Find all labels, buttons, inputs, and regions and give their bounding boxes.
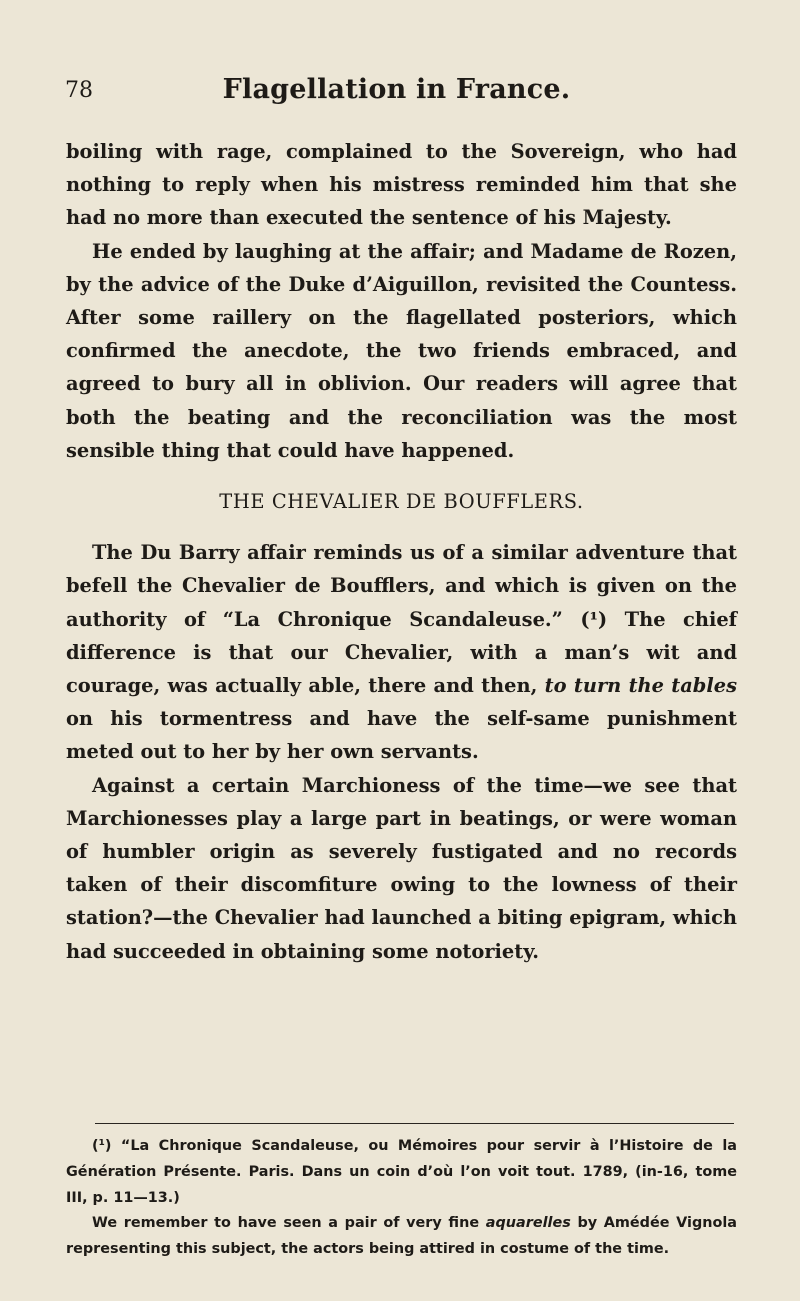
footnote-rule [95,1123,734,1124]
footnote-text: by Amédée Vignola representing this subject, the actors being attired in costume of the time. [66,1215,738,1258]
paragraph: Against a certain Marchioness of the time—we see that Marchionesses play a large part in beatings, or were woman of humbler origin as severely fustigated and no records taken of their discomfiture owing to the lowness of their station?—the Chevalier had launched a biting epigram, which had succeeded in obtaining some notoriety. [66,773,737,963]
paragraph: boiling with rage, complained to the Sovereign, who had nothing to reply when his mistress reminded him that she had no more than executed the sentence of his Majesty. [66,140,737,230]
paragraph: He ended by laughing at the affair; and Madame de Rozen, by the advice of the Duke d’Aiguillon, revisited the Countess. After some raillery on the flagellated posteriors, which confirmed the anecdote, the two friends embraced, and agreed to bury all in oblivion. Our readers will agree that both the beating and the reconciliation was the most sensible thing that could have happened. [66,239,737,462]
paragraph-text: The Du Barry affair reminds us of a similar adventure that befell the Chevalier de Boufflers, and which is given on the authority of “La Chronique Scandaleuse.” (¹) The chief difference is that our Chevalier, with a man’s wit and courage, was actually able, there and then, [66,541,737,698]
footnote [66,1211,737,1263]
running-title: Flagellation in France. [222,74,571,105]
paragraph [66,536,737,768]
page-header [65,74,728,110]
section-heading: THE CHEVALIER DE BOUFFLERS. [219,490,584,514]
paragraph-text: on his tormentress and have the self-same punishment meted out to her by her own servants. [66,707,737,764]
body-text [66,135,737,968]
footnote-text: We remember to have seen a pair of very fine [92,1215,480,1232]
italic-word: aquarelles [485,1215,571,1232]
italic-phrase: to turn the tables [544,674,737,698]
footnotes [66,1134,737,1263]
page-number: 78 [65,78,93,103]
footnote: (¹) “La Chronique Scandaleuse, ou Mémoires pour servir à l’Histoire de la Génération Présente. Paris. Dans un coin d’où l’on voit tout. 1789, (in-16, tome III, p. 11—13.) [66,1138,737,1206]
